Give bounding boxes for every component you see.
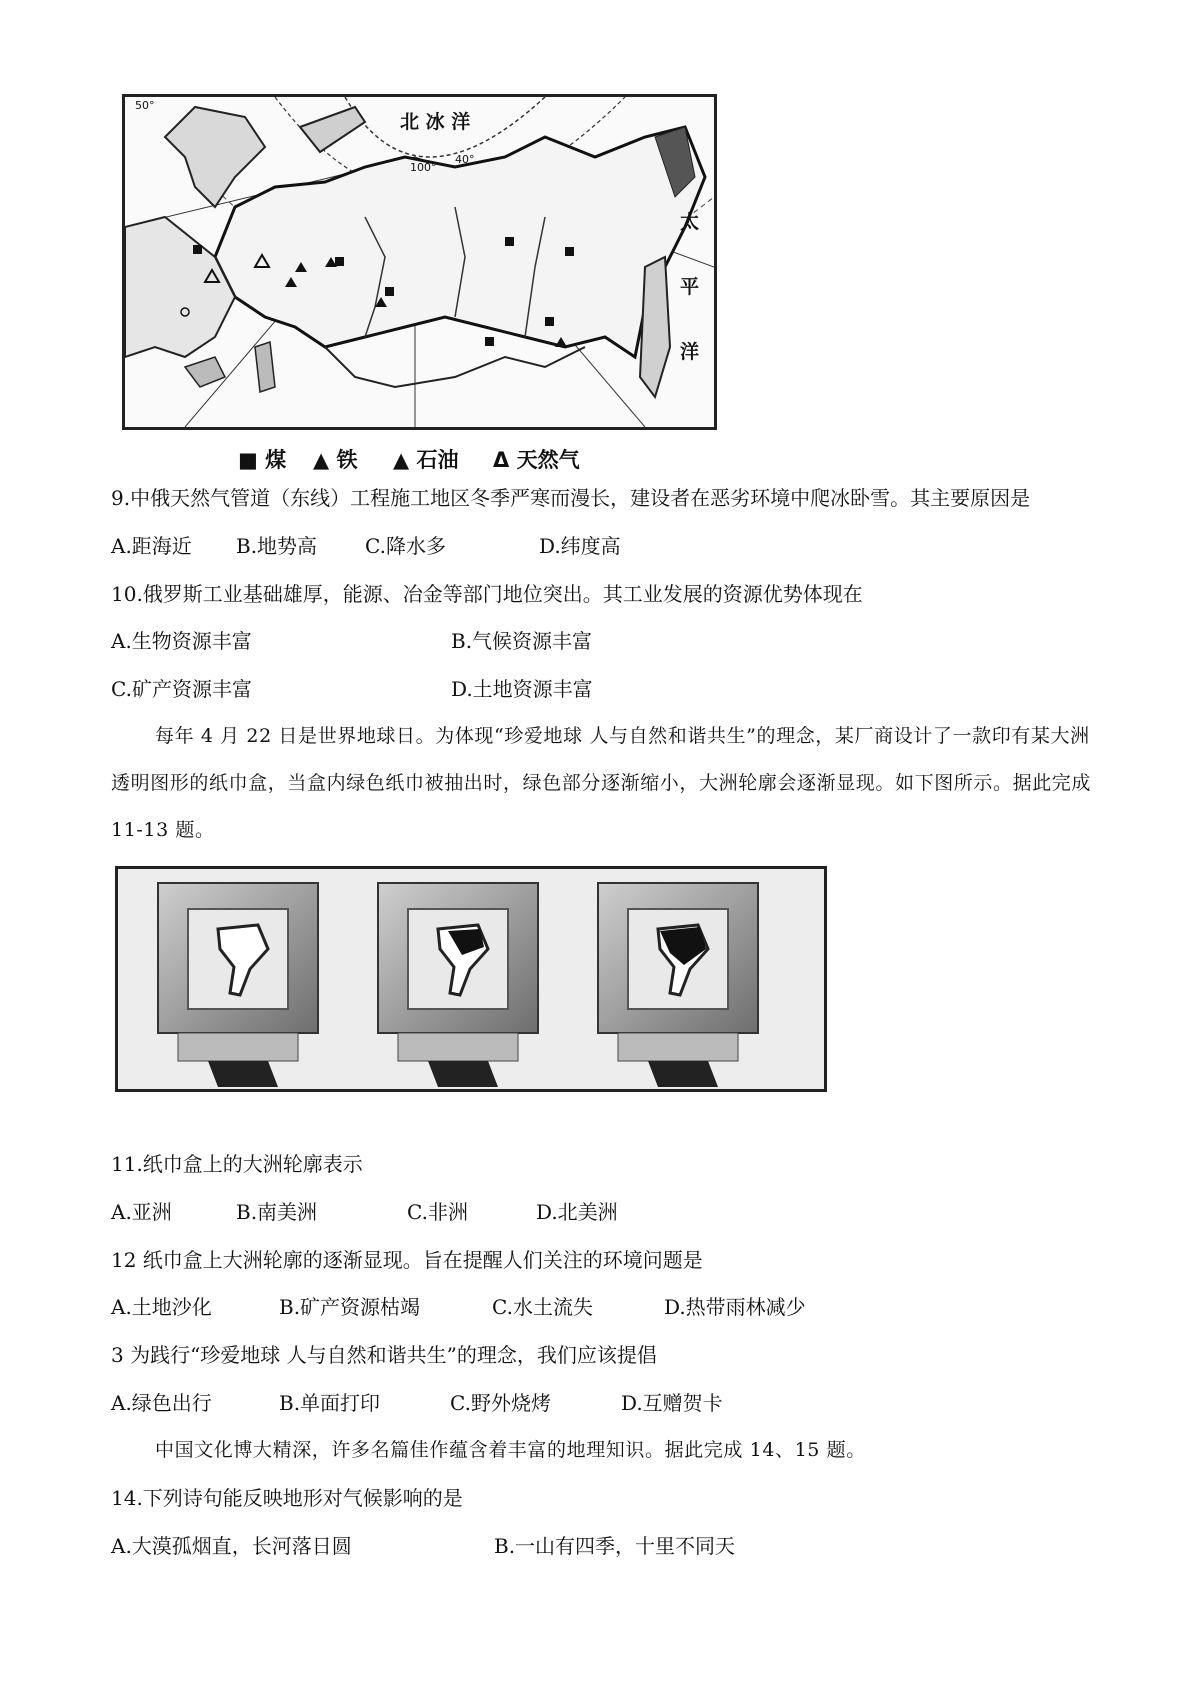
latitude-label: 50° [135, 99, 155, 112]
q11-option-b: B.南美洲 [236, 1200, 318, 1224]
q11-option-d: D.北美洲 [536, 1200, 618, 1224]
q12-option-d: D.热带雨林减少 [664, 1295, 806, 1319]
tissue-box-drawing [118, 869, 824, 1089]
q12-option-c: C.水土流失 [492, 1295, 593, 1319]
triangle-icon: ▲ [313, 448, 330, 472]
q14-option-b: B.一山有四季，十里不同天 [494, 1534, 736, 1558]
q13-option-c: C.野外烧烤 [450, 1391, 551, 1415]
q13-stem: 3 为践行“珍爱地球 人与自然和谐共生”的理念，我们应该提倡 [111, 1343, 657, 1367]
q9-option-b: B.地势高 [236, 534, 318, 558]
pacific-ocean-label-3: 洋 [680, 341, 700, 363]
culture-intro [111, 1436, 866, 1464]
q10-option-d: D.土地资源丰富 [451, 677, 593, 701]
legend-label-coal: 煤 [265, 448, 287, 472]
pacific-ocean-label-2: 平 [680, 276, 700, 298]
q13-options [111, 1389, 911, 1417]
q11-option-c: C.非洲 [407, 1200, 468, 1224]
q13-option-b: B.单面打印 [279, 1391, 381, 1415]
longitude-label: 100° [410, 161, 437, 174]
q10-options-row1 [111, 627, 811, 655]
delta-icon: Δ [493, 448, 510, 472]
q9-option-d: D.纬度高 [539, 534, 621, 558]
earth-day-intro-text: 每年 4 月 22 日是世界地球日。为体现“珍爱地球 人与自然和谐共生”的理念，某厂商设计了一款印有某大洲透明图形的纸巾盒，当盒内绿色纸巾被抽出时，绿色部分逐渐缩小，大洲轮廓会逐渐显现。如下图所示。据此完成 11-13 题。 [111, 725, 1092, 841]
q12-option-b: B.矿产资源枯竭 [279, 1295, 421, 1319]
culture-intro-text: 中国文化博大精深，许多名篇佳作蕴含着丰富的地理知识。据此完成 14、15 题。 [155, 1439, 866, 1461]
triangle-icon: ▲ [393, 448, 410, 472]
legend-label-iron: 铁 [336, 448, 358, 472]
q10-option-c: C.矿产资源丰富 [111, 677, 252, 701]
q13-option-a: A.绿色出行 [111, 1391, 212, 1415]
square-icon: ■ [238, 448, 258, 472]
q12-options [111, 1293, 911, 1321]
q9-option-c: C.降水多 [365, 534, 446, 558]
q10-stem: 10.俄罗斯工业基础雄厚，能源、冶金等部门地位突出。其工业发展的资源优势体现在 [111, 582, 863, 606]
map-drawing [125, 97, 714, 427]
russia-resource-map [122, 94, 717, 430]
pacific-ocean-label-1: 太 [680, 211, 700, 233]
q14-option-a: A.大漠孤烟直，长河落日圆 [111, 1534, 352, 1558]
q10-option-b: B.气候资源丰富 [451, 629, 593, 653]
legend-label-gas: 天然气 [516, 448, 580, 472]
legend-oil [393, 444, 458, 474]
legend-iron [313, 444, 357, 474]
q11-stem: 11.纸巾盒上的大洲轮廓表示 [111, 1152, 363, 1176]
legend-gas [493, 444, 580, 474]
earth-day-intro [111, 713, 1101, 854]
q14-stem: 14.下列诗句能反映地形对气候影响的是 [111, 1486, 463, 1510]
q14-options [111, 1532, 911, 1560]
q11-option-a: A.亚洲 [111, 1200, 172, 1224]
arctic-ocean-label: 北 冰 洋 [400, 111, 471, 133]
q13-option-d: D.互赠贺卡 [621, 1391, 723, 1415]
q9-options [111, 532, 811, 560]
longitude-label-2: 40° [455, 153, 475, 166]
q10-options-row2 [111, 675, 811, 703]
legend-coal [238, 444, 286, 474]
q12-option-a: A.土地沙化 [111, 1295, 212, 1319]
tissue-box-figure [115, 866, 827, 1092]
q11-options [111, 1198, 811, 1226]
q9-option-a: A.距海近 [111, 534, 192, 558]
q12-stem: 12 纸巾盒上大洲轮廓的逐渐显现。旨在提醒人们关注的环境问题是 [111, 1248, 703, 1272]
q9-stem: 9.中俄天然气管道（东线）工程施工地区冬季严寒而漫长，建设者在恶劣环境中爬冰卧雪。其主要原因是 [111, 486, 1031, 510]
legend-label-oil: 石油 [416, 448, 459, 472]
map-legend [238, 444, 658, 476]
q10-option-a: A.生物资源丰富 [111, 629, 252, 653]
